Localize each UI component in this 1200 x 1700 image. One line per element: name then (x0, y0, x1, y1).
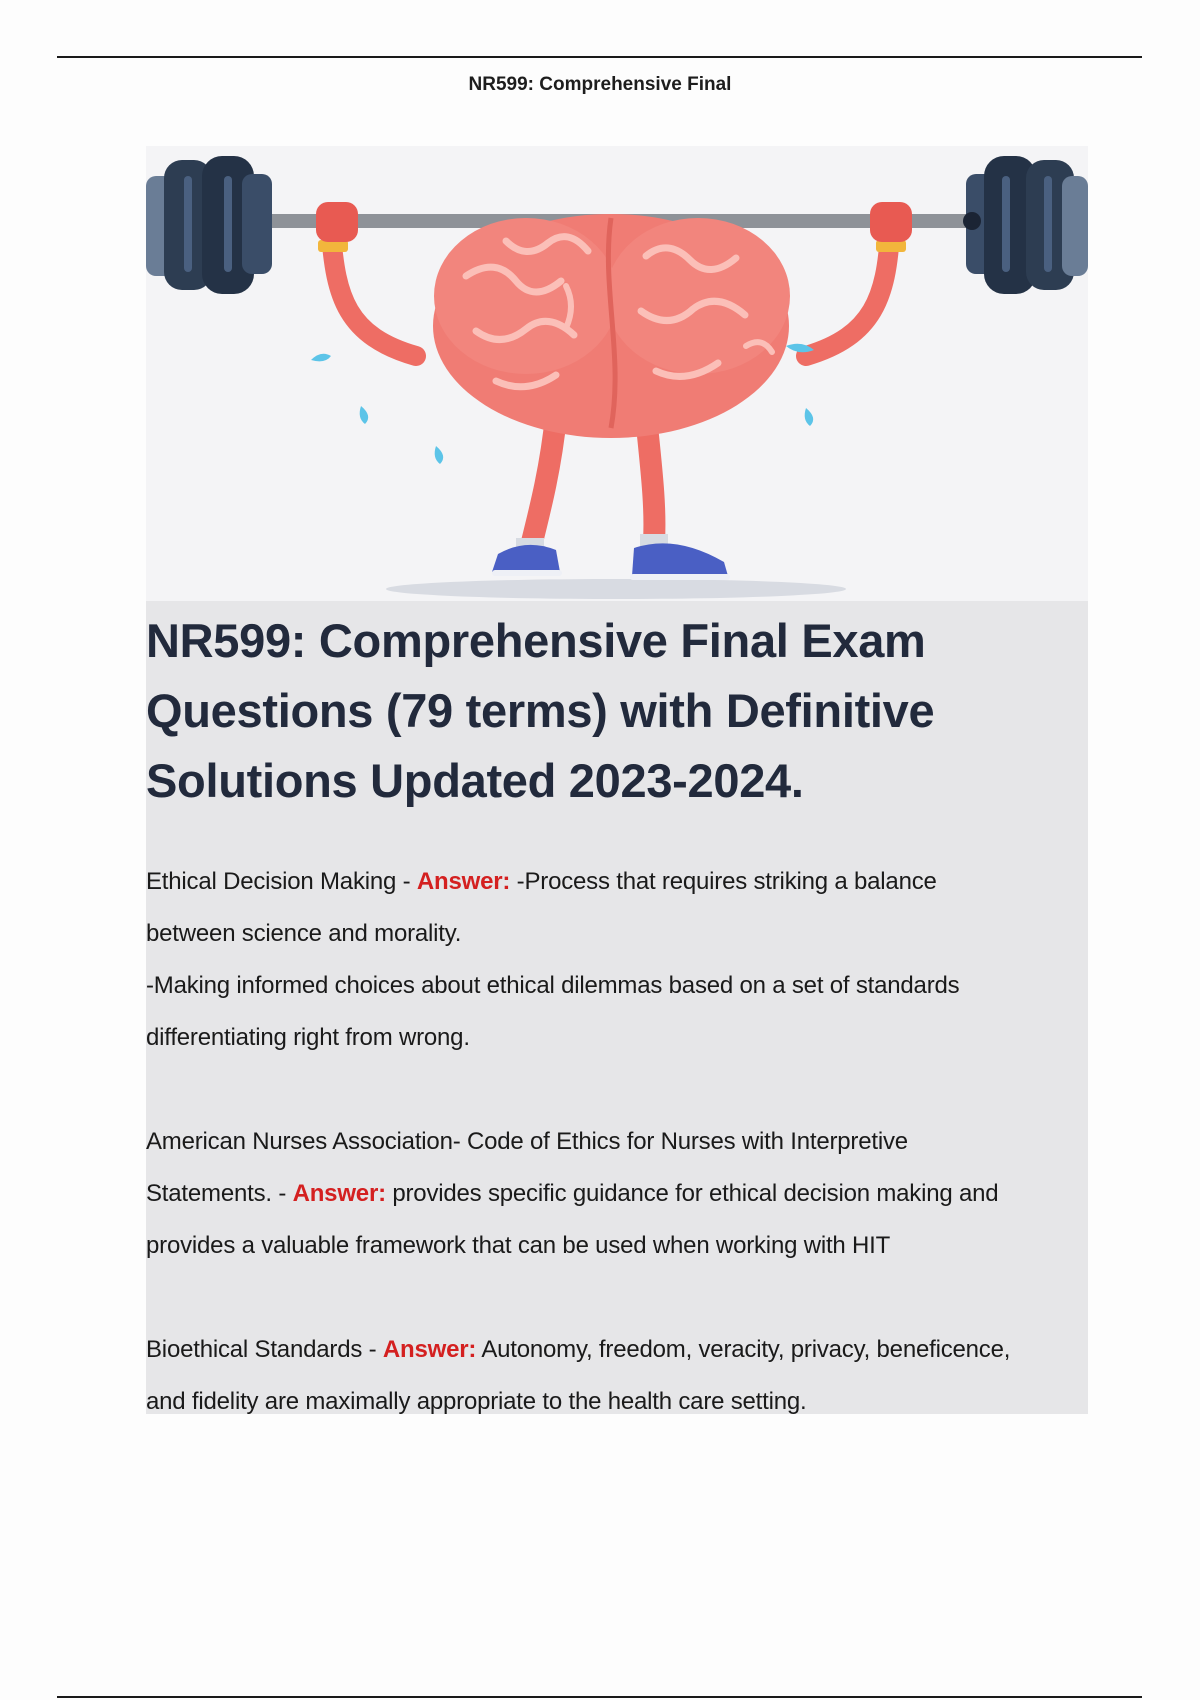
qa-answer-text: -Process that requires striking a balance (510, 868, 937, 895)
footer-rule (57, 1696, 1142, 1698)
header-rule (57, 56, 1142, 58)
title-line: Questions (79 terms) with Definitive (146, 684, 935, 737)
document-title (146, 606, 1088, 816)
answer-label: Answer: (416, 868, 511, 895)
qa-item-ana-code-of-ethics (146, 1116, 1106, 1272)
qa-item-bioethical-standards (146, 1324, 1106, 1428)
qa-answer-text: provides specific guidance for ethical decision making and (385, 1180, 999, 1207)
qa-answer-text: differentiating right from wrong. (146, 1024, 470, 1051)
hero-illustration (146, 146, 1088, 601)
qa-answer-text: Autonomy, freedom, veracity, privacy, beneficence, (476, 1336, 1011, 1363)
qa-answer-text: -Making informed choices about ethical dilemmas based on a set of standards (146, 972, 960, 999)
qa-answer-text: between science and morality. (146, 920, 462, 947)
title-line: NR599: Comprehensive Final Exam (146, 614, 926, 667)
qa-answer-text: provides a valuable framework that can be used when working with HIT (146, 1232, 891, 1259)
qa-term: American Nurses Association- Code of Ethics for Nurses with Interpretive (146, 1128, 908, 1155)
answer-label: Answer: (382, 1336, 477, 1363)
title-line: Solutions Updated 2023-2024. (146, 754, 804, 807)
qa-term: Bioethical Standards - (146, 1336, 383, 1363)
qa-term: Ethical Decision Making - (146, 868, 417, 895)
qa-answer-text: and fidelity are maximally appropriate to the health care setting. (146, 1388, 807, 1415)
qa-term: Statements. - (146, 1180, 293, 1207)
qa-list (146, 856, 1106, 1480)
answer-label: Answer: (292, 1180, 386, 1207)
running-header: NR599: Comprehensive Final (468, 74, 732, 95)
brain-lifting-barbell-icon (146, 146, 1088, 601)
qa-item-ethical-decision-making (146, 856, 1106, 1064)
